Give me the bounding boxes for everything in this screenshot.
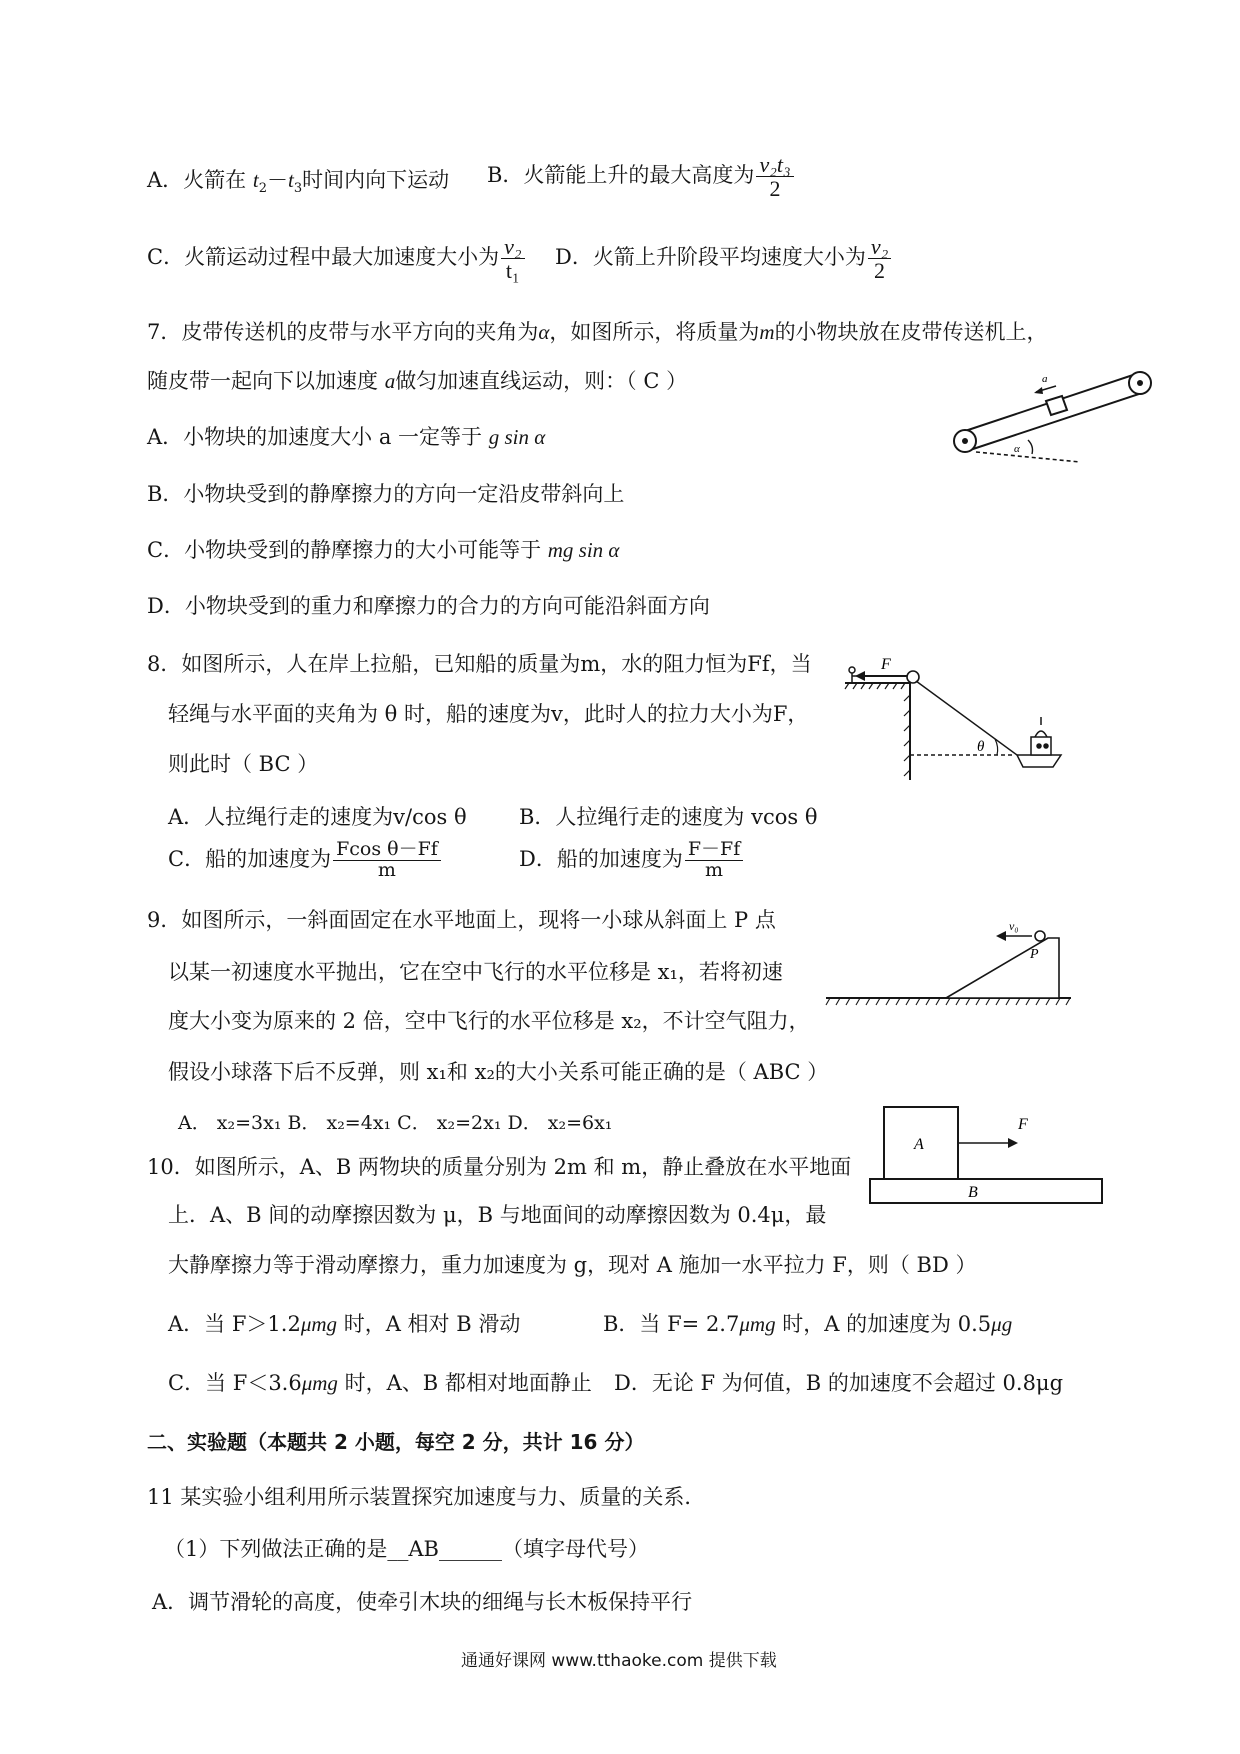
- q10-option-b: [603, 1312, 1012, 1337]
- arrow-head-icon: [1008, 1138, 1018, 1148]
- fraction-numerator: F－Ff: [685, 840, 743, 861]
- q8-option-c-text: C．船的加速度为: [168, 846, 332, 871]
- fraction-denominator: t₁: [505, 258, 520, 284]
- q6-option-a-end: 时间内向下运动: [302, 168, 450, 192]
- fig-label-P: P: [1030, 947, 1039, 962]
- arrow-head-icon: [996, 931, 1006, 941]
- q10-stem-line1: 10．如图所示，A、B 两物块的质量分别为 2m 和 m，静止叠放在水平地面: [147, 1155, 852, 1179]
- q10-option-a-text: A．当 F＞1.2: [168, 1312, 301, 1336]
- arrow-head-icon: [1034, 387, 1043, 394]
- boat-icon: [1017, 717, 1061, 767]
- q10-option-c-end: 时，A、B 都相对地面静止: [337, 1371, 592, 1395]
- q6-option-d-text: D．火箭上升阶段平均速度大小为: [555, 245, 866, 270]
- q10-mu-g: μg: [991, 1312, 1013, 1336]
- fig-label-a: a: [1042, 373, 1048, 385]
- q7-option-c: [147, 538, 619, 563]
- q7-text: ，如图所示，将质量为: [549, 320, 760, 344]
- q7-conveyor-figure: [940, 370, 1170, 490]
- fraction-numerator: v₂t₃: [756, 153, 793, 177]
- q8-option-a: A．人拉绳行走的速度为v/cos θ: [168, 805, 467, 829]
- roller-left: [954, 430, 976, 452]
- q8-stem-line2: 轻绳与水平面的夹角为 θ 时，船的速度为v，此时人的拉力大小为F，: [168, 702, 809, 726]
- ground-hatch: [826, 998, 1070, 1005]
- page-footer: 通通好课网 www.tthaoke.com 提供下载: [461, 1651, 777, 1671]
- fraction-denominator: m: [705, 858, 724, 881]
- q6-option-b-text: B．火箭能上升的最大高度为: [487, 163, 755, 188]
- q6-option-a: [147, 168, 449, 197]
- q6-option-b: [487, 153, 796, 200]
- q7-accel-symbol: a: [384, 369, 396, 393]
- q10-option-a-end: 时，A 相对 B 滑动: [337, 1312, 521, 1336]
- q10-blocks-figure: [866, 1105, 1126, 1205]
- q10-stem-line3: 大静摩擦力等于滑动摩擦力，重力加速度为 g，现对 A 施加一水平拉力 F，则（ BD ）: [168, 1253, 977, 1277]
- q7-text: 7．皮带传送机的皮带与水平方向的夹角为: [147, 320, 539, 344]
- q6-option-d: [555, 235, 893, 282]
- fig-label-v0: v₀: [1009, 919, 1019, 933]
- q10-option-b-mid: 时，A 的加速度为 0.5: [775, 1312, 992, 1336]
- fig-label-theta: θ: [977, 739, 985, 755]
- block-b: [870, 1179, 1102, 1203]
- q6-option-a-text: A．火箭在: [147, 168, 253, 192]
- q9-incline-figure: [826, 920, 1076, 1012]
- fraction-denominator: m: [377, 858, 396, 881]
- fraction-numerator: Fcos θ－Ff: [333, 840, 441, 861]
- q6-option-b-fraction: [756, 153, 793, 200]
- q8-stem-line1: 8．如图所示，人在岸上拉船，已知船的质量为m，水的阻力恒为Ff，当: [147, 652, 812, 676]
- q7-option-d: D．小物块受到的重力和摩擦力的合力的方向可能沿斜面方向: [147, 594, 710, 618]
- q8-option-b: B．人拉绳行走的速度为 vcos θ: [519, 805, 818, 829]
- q11-option-a: A．调节滑轮的高度，使牵引木块的细绳与长木板保持平行: [152, 1590, 693, 1614]
- q7-option-a-expr: g sin α: [488, 425, 546, 449]
- ball: [1035, 931, 1045, 941]
- q9-options: A． x₂=3x₁ B． x₂=4x₁ C． x₂=2x₁ D． x₂=6x₁: [178, 1112, 613, 1134]
- q6-sub-2: 2: [258, 181, 267, 197]
- arrow-head-icon: [855, 671, 865, 681]
- q6-var-t2: t: [252, 168, 259, 192]
- q8-option-d-fraction: [685, 840, 743, 881]
- q7-option-b: B．小物块受到的静摩擦力的方向一定沿皮带斜向上: [147, 482, 625, 506]
- q7-option-a: [147, 425, 545, 450]
- q7-text: 的小物块放在皮带传送机上，: [774, 320, 1048, 344]
- fig-label-F: F: [881, 656, 891, 673]
- incline: [946, 938, 1059, 998]
- fraction-denominator: 2: [874, 258, 886, 284]
- q10-option-d: D．无论 F 为何值，B 的加速度不会超过 0.8μg: [614, 1371, 1064, 1395]
- q7-alpha: α: [538, 320, 550, 344]
- q7-option-c-text: C．小物块受到的静摩擦力的大小可能等于: [147, 538, 548, 562]
- q8-boat-figure: [845, 655, 1070, 785]
- q9-stem-line2: 以某一初速度水平抛出，它在空中飞行的水平位移是 x₁，若将初速: [168, 960, 783, 984]
- q10-mu-expr: μmg: [300, 1312, 338, 1336]
- q10-option-a: [168, 1312, 520, 1337]
- q10-option-c: [168, 1371, 592, 1396]
- q11-stem-line1: 11 某实验小组利用所示装置探究加速度与力、质量的关系．: [147, 1485, 706, 1509]
- fig-label-A: A: [914, 1136, 924, 1153]
- q7-mass-symbol: m: [759, 320, 775, 344]
- q6-sub-3: 3: [293, 181, 303, 197]
- q8-option-c: [168, 840, 443, 881]
- q10-option-c-text: C．当 F＜3.6: [168, 1371, 302, 1395]
- angle-arc: [1028, 440, 1033, 454]
- fig-label-B: B: [968, 1184, 978, 1201]
- q9-stem-line1: 9．如图所示，一斜面固定在水平地面上，现将一小球从斜面上 P 点: [147, 908, 776, 932]
- fraction-denominator: 2: [769, 176, 781, 202]
- q6-option-c-text: C．火箭运动过程中最大加速度大小为: [147, 245, 500, 270]
- q7-stem-line2: [147, 369, 687, 394]
- q11-stem-line2: （1）下列做法正确的是__AB______（填字母代号）: [164, 1537, 649, 1561]
- q9-stem-line3: 度大小变为原来的 2 倍，空中飞行的水平位移是 x₂，不计空气阻力，: [168, 1009, 810, 1033]
- q6-var-t3: t: [287, 168, 294, 192]
- q8-option-d: [519, 840, 745, 881]
- fig-label-alpha: α: [1014, 443, 1020, 455]
- q8-option-c-fraction: [333, 840, 441, 881]
- rope-slant: [916, 681, 1017, 755]
- q9-stem-line4: 假设小球落下后不反弹，则 x₁和 x₂的大小关系可能正确的是（ ABC ）: [168, 1060, 829, 1084]
- fraction-numerator: v₂: [868, 235, 891, 259]
- q10-mu-expr: μmg: [739, 1312, 776, 1336]
- q7-option-c-expr: mg sin α: [547, 538, 620, 562]
- q7-stem-line1: [147, 320, 1048, 345]
- q10-option-b-text: B．当 F= 2.7: [603, 1312, 740, 1336]
- q7-text: 随皮带一起向下以加速度: [147, 369, 385, 393]
- q7-text: 做匀加速直线运动，则：（ C ）: [395, 369, 688, 393]
- q7-option-a-text: A．小物块的加速度大小 a 一定等于: [147, 425, 489, 449]
- fraction-numerator: v₂: [501, 235, 524, 259]
- q6-option-c: [147, 235, 527, 282]
- q6-option-d-fraction: [868, 235, 891, 282]
- fig-label-F: F: [1018, 1116, 1028, 1133]
- q6-option-c-fraction: [501, 235, 524, 282]
- roller-right: [1129, 372, 1151, 394]
- q8-option-d-text: D．船的加速度为: [519, 846, 683, 871]
- q6-dash: －: [266, 168, 288, 192]
- small-block: [1046, 396, 1067, 415]
- horizontal-dashed: [976, 452, 1080, 462]
- section2-title: 二、实验题（本题共 2 小题，每空 2 分，共计 16 分）: [147, 1430, 645, 1454]
- q10-stem-line2: 上．A、B 间的动摩擦因数为 μ，B 与地面间的动摩擦因数为 0.4μ，最: [168, 1203, 827, 1227]
- q8-stem-line3: 则此时（ BC ）: [168, 752, 319, 776]
- q10-mu-expr: μmg: [301, 1371, 338, 1395]
